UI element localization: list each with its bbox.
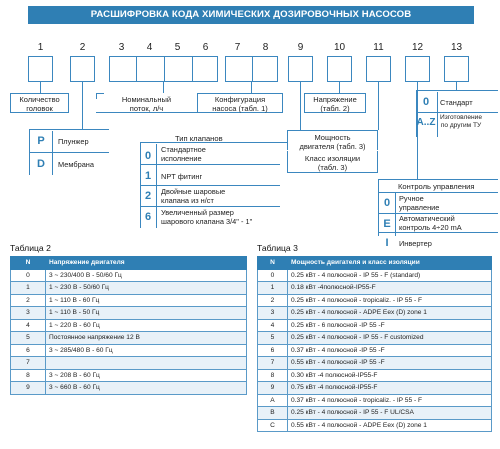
table2-cell-n: 2: [11, 294, 46, 307]
table3-cell-n: B: [258, 407, 288, 420]
code-box-13: [444, 56, 469, 82]
table2-cell-n: 8: [11, 369, 46, 382]
valve-standard: Стандартное исполнение: [161, 145, 206, 163]
table2-header-n: N: [11, 257, 46, 270]
valve-large-ball: Увеличенный размер шарового клапана 3/4" - 1": [161, 208, 253, 226]
valve-code-6: 6: [144, 211, 152, 223]
table2-cell-n: 3: [11, 307, 46, 320]
valve-code-1: 1: [144, 170, 152, 182]
table3: [257, 256, 492, 432]
table3-cell-power: 0.37 кВт - 4 полюсной - tropicaliz. - IP 55 - F: [288, 394, 492, 407]
table2-cell-voltage: 1 ~ 220 В - 60 Гц: [46, 319, 247, 332]
valve-npt: NPT фитинг: [161, 172, 203, 181]
table3-cell-n: 2: [258, 294, 288, 307]
position-number-5: 5: [174, 42, 181, 53]
position-number-2: 2: [79, 42, 86, 53]
table2-cell-n: 4: [11, 319, 46, 332]
bracket: [96, 93, 104, 94]
table3-cell-power: 0.25 кВт - 6 полюсной -IP 55 -F: [288, 319, 492, 332]
control-top-line: [378, 179, 498, 180]
valve-separator: [140, 185, 280, 186]
table3-cell-n: 1: [258, 282, 288, 295]
table3-cell-power: 0.25 кВт - 4 полюсной - IP 55 - F UL/CSA: [288, 407, 492, 420]
valve-code-2: 2: [144, 190, 152, 202]
divider: [136, 56, 137, 82]
pump-type-plunger: Плунжер: [58, 137, 89, 146]
table3-title: Таблица 3: [257, 243, 298, 253]
table2-title: Таблица 2: [10, 243, 51, 253]
valve-vsep: [156, 144, 157, 228]
table3-cell-power: 0.25 кВт - 4 полюсной - ADPE Eex (D) zone 1: [288, 307, 492, 320]
table3-cell-n: C: [258, 419, 288, 432]
table2-cell-n: 1: [11, 282, 46, 295]
option13-code-0: 0: [422, 96, 430, 108]
table3-cell-power: 0.30 кВт -4 полюсной-IP55-F: [288, 369, 492, 382]
pump-type-diaphragm: Мембрана: [58, 160, 94, 169]
table3-cell-power: 0.55 кВт - 4 полюсной -IP 55 -F: [288, 357, 492, 370]
options13-left-line: [416, 90, 417, 137]
table3-cell-power: 0.55 кВт - 4 полюсной - ADPE Eex (D) zone 1: [288, 419, 492, 432]
control-code-e: E: [383, 218, 391, 230]
table3-cell-power: 0.25 кВт - 4 полюсной - tropicaliz. - IP 55 - F: [288, 294, 492, 307]
divider: [252, 56, 253, 82]
control-separator: [378, 232, 498, 233]
position-number-10: 10: [333, 42, 346, 53]
position-number-9: 9: [297, 42, 304, 53]
code-box-11: [366, 56, 391, 82]
options13-top-line: [416, 90, 498, 91]
table2-cell-n: 9: [11, 382, 46, 395]
table2-cell-voltage: 1 ~ 230 В - 50/60 Гц: [46, 282, 247, 295]
heads-label: Количество головок: [10, 93, 69, 113]
table2-cell-voltage: 3 ~ 660 В - 60 Гц: [46, 382, 247, 395]
config-label: Конфигурация насоса (табл. 1): [197, 93, 283, 113]
table2-cell-voltage: [46, 357, 247, 370]
pump-type-line: [29, 129, 109, 130]
pump-type-separator: [29, 152, 109, 153]
connector: [82, 82, 83, 129]
code-box-2: [70, 56, 95, 82]
valve-header: Тип клапанов: [175, 134, 223, 143]
control-auto: Автоматический контроль 4÷20 mA: [399, 214, 462, 232]
insulation-label: Класс изоляции (табл. 3): [287, 151, 378, 173]
options13-vsep: [437, 92, 438, 137]
position-number-1: 1: [37, 42, 44, 53]
table3-cell-n: 5: [258, 332, 288, 345]
power-label: Мощность двигателя (табл. 3): [287, 130, 378, 150]
page-title: РАСШИФРОВКА КОДА ХИМИЧЕСКИХ ДОЗИРОВОЧНЫХ НАСОСОВ: [28, 6, 474, 24]
position-number-11: 11: [373, 42, 384, 53]
pump-type-vsep: [52, 131, 53, 175]
table3-cell-n: 7: [258, 357, 288, 370]
connector: [456, 82, 457, 90]
position-number-6: 6: [202, 42, 209, 53]
options13-separator: [416, 112, 498, 113]
table3-cell-n: 8: [258, 369, 288, 382]
control-separator: [378, 192, 498, 193]
table2-cell-n: 7: [11, 357, 46, 370]
position-number-13: 13: [450, 42, 463, 53]
option13-standard: Стандарт: [440, 98, 473, 107]
option13-custom: Изготовление по другим ТУ: [440, 114, 483, 129]
valve-separator: [140, 206, 280, 207]
code-box-10: [327, 56, 352, 82]
pump-type-code-d: D: [37, 158, 45, 170]
position-number-8: 8: [262, 42, 269, 53]
connector: [339, 82, 340, 93]
table2-cell-voltage: 1 ~ 110 В - 50 Гц: [46, 307, 247, 320]
table3-cell-n: 9: [258, 382, 288, 395]
table2-cell-voltage: 3 ~ 230/400 В - 50/60 Гц: [46, 269, 247, 282]
table2-header-voltage: Напряжение двигателя: [46, 257, 247, 270]
table3-header-power: Мощность двигателя и класс изоляции: [288, 257, 492, 270]
table3-cell-power: 0.25 кВт - 4 полюсной - IP 55 - F customized: [288, 332, 492, 345]
table2-cell-voltage: 1 ~ 110 В - 60 Гц: [46, 294, 247, 307]
table3-cell-power: 0.25 кВт - 4 полюсной - IP 55 - F (standard): [288, 269, 492, 282]
position-number-3: 3: [118, 42, 125, 53]
control-code-i: I: [385, 237, 389, 249]
control-code-0: 0: [383, 197, 391, 209]
control-inverter: Инвертер: [399, 239, 432, 248]
table2: [10, 256, 247, 395]
valve-separator: [140, 164, 280, 165]
table2-cell-n: 5: [11, 332, 46, 345]
position-number-7: 7: [234, 42, 241, 53]
control-vsep: [395, 192, 396, 236]
code-box-12: [405, 56, 430, 82]
table3-cell-n: A: [258, 394, 288, 407]
divider: [164, 56, 165, 82]
table3-cell-n: 6: [258, 344, 288, 357]
valve-double-ball: Двойные шаровые клапана из н/ст: [161, 187, 226, 205]
code-box-9: [288, 56, 313, 82]
table3-cell-power: 0.37 кВт - 4 полюсной -IP 55 -F: [288, 344, 492, 357]
position-number-4: 4: [146, 42, 153, 53]
position-number-12: 12: [411, 42, 424, 53]
pump-type-code-p: P: [37, 135, 45, 147]
table3-header-n: N: [258, 257, 288, 270]
divider: [192, 56, 193, 82]
option13-code-az: A..Z: [416, 117, 436, 128]
code-box-1: [28, 56, 53, 82]
table2-cell-n: 0: [11, 269, 46, 282]
voltage-label: Напряжение (табл. 2): [304, 93, 366, 113]
connector: [378, 82, 379, 130]
table3-cell-power: 0.18 кВт -4полюсной-IP55-F: [288, 282, 492, 295]
table2-cell-voltage: Постоянное напряжение 12 В: [46, 332, 247, 345]
table2-cell-voltage: 3 ~ 208 В - 60 Гц: [46, 369, 247, 382]
control-manual: Ручное управление: [399, 194, 440, 212]
table2-cell-n: 6: [11, 344, 46, 357]
table2-cell-voltage: 3 ~ 285/480 В - 60 Гц: [46, 344, 247, 357]
flow-label: Номинальный поток, л/ч: [96, 93, 197, 113]
table3-cell-n: 3: [258, 307, 288, 320]
table3-cell-n: 4: [258, 319, 288, 332]
table3-cell-power: 0.75 кВт -4 полюсной-IP55-F: [288, 382, 492, 395]
valve-code-0: 0: [144, 150, 152, 162]
table3-cell-n: 0: [258, 269, 288, 282]
control-header: Контроль управления: [398, 182, 475, 191]
